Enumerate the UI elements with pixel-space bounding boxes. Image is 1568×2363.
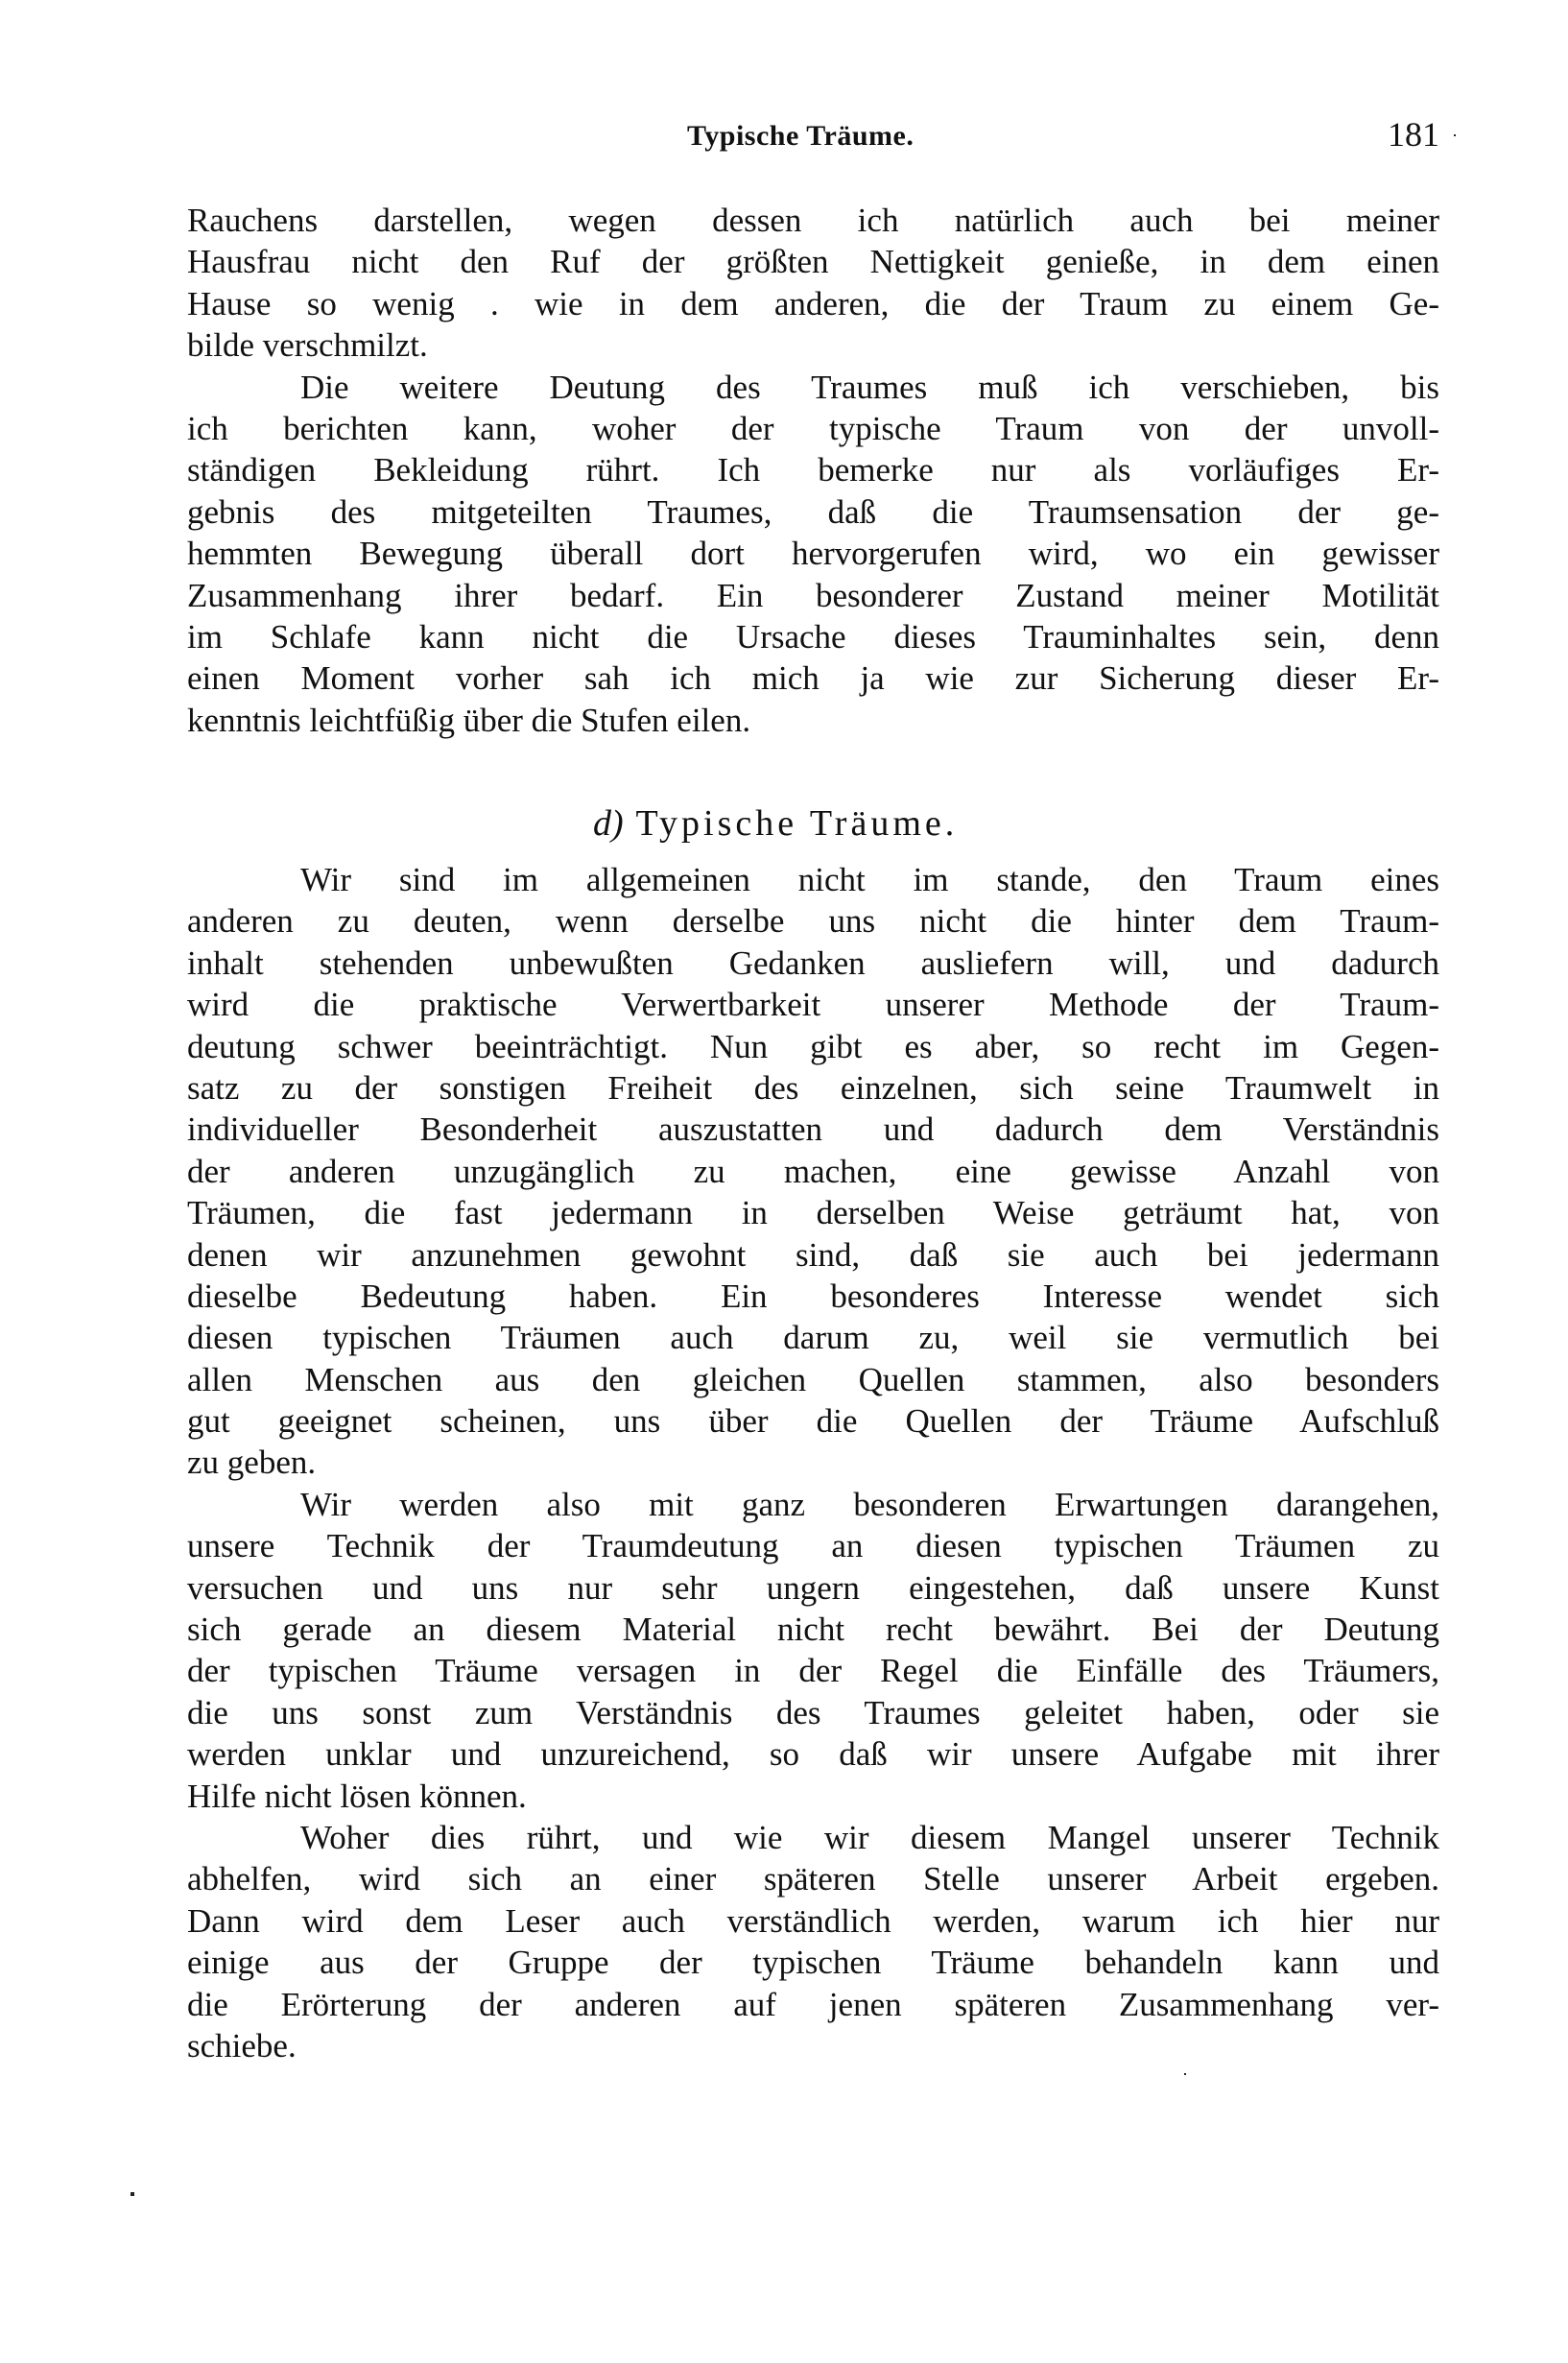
text-line: Dann wird dem Leser auch verständlich werden, warum ich hier nur — [187, 1901, 1439, 1940]
text-line: hemmten Bewegung überall dort hervorgerufen wird, wo ein gewisser — [187, 535, 1439, 573]
text-line: werden unklar und unzureichend, so daß wir unsere Aufgabe mit ihrer — [187, 1735, 1439, 1774]
text-line: unsere Technik der Traumdeutung an diesen typischen Träumen zu — [187, 1527, 1439, 1565]
text-line: Zusammenhang ihrer bedarf. Ein besonderer Zustand meiner Motilität — [187, 576, 1439, 614]
section-title: Typische Träume. — [635, 803, 959, 844]
text-line: wird die praktische Verwertbarkeit unserer Methode der Traum- — [187, 986, 1439, 1024]
text-line: dieselbe Bedeutung haben. Ein besonderes Interesse wendet sich — [187, 1277, 1439, 1315]
text-line: sich gerade an diesem Material nicht recht bewährt. Bei der Deutung — [187, 1611, 1439, 1649]
text-line: die Erörterung der anderen auf jenen späteren Zusammenhang ver- — [187, 1985, 1439, 2023]
text-line: abhelfen, wird sich an einer späteren Stelle unserer Arbeit ergeben. — [187, 1860, 1439, 1898]
text-line: einige aus der Gruppe der typischen Träume behandeln kann und — [187, 1944, 1439, 1982]
text-line: individueller Besonderheit auszustatten und dadurch dem Verständnis — [187, 1110, 1439, 1149]
text-line: der typischen Träume versagen in der Regel die Einfälle des Träumers, — [187, 1652, 1439, 1690]
text-line: deutung schwer beeinträchtigt. Nun gibt es aber, so recht im Gegen- — [187, 1027, 1439, 1065]
text-line: Hause so wenig . wie in dem anderen, die der Traum zu einem Ge- — [187, 284, 1439, 322]
paragraph — [187, 200, 1439, 367]
text-line: gut geeignet scheinen, uns über die Quellen der Träume Aufschluß — [187, 1402, 1439, 1441]
paragraph — [187, 859, 1439, 1484]
running-head-title: Typische Träume. — [687, 120, 915, 152]
scan-speck — [1454, 134, 1456, 136]
text-line: ich berichten kann, woher der typische Traum von der unvoll- — [187, 409, 1439, 447]
text-line: die uns sonst zum Verständnis des Traumes geleitet haben, oder sie — [187, 1693, 1439, 1731]
scan-speck — [1184, 2073, 1186, 2075]
text-line: Träumen, die fast jedermann in derselben Weise geträumt hat, von — [187, 1194, 1439, 1232]
scan-speck — [131, 2192, 134, 2196]
text-line: bilde verschmilzt. — [187, 326, 428, 365]
text-line: versuchen und uns nur sehr ungern eingestehen, daß unsere Kunst — [187, 1568, 1439, 1607]
page-number: 181 — [1388, 115, 1439, 154]
body-text-section — [187, 859, 1439, 2066]
text-line: inhalt stehenden unbewußten Gedanken ausliefern will, und dadurch — [187, 943, 1439, 982]
paragraph — [187, 1817, 1439, 2066]
text-line: Wir sind im allgemeinen nicht im stande, den Traum eines — [300, 861, 1439, 898]
text-line: Die weitere Deutung des Traumes muß ich verschieben, bis — [300, 368, 1439, 406]
text-line: Woher dies rührt, und wie wir diesem Mangel unserer Technik — [300, 1818, 1439, 1856]
text-line: anderen zu deuten, wenn derselbe uns nicht die hinter dem Traum- — [187, 902, 1439, 941]
text-line: Hausfrau nicht den Ruf der größten Nettigkeit genieße, in dem einen — [187, 243, 1439, 281]
section-label: d) — [593, 803, 624, 844]
text-line: satz zu der sonstigen Freiheit des einzelnen, sich seine Traumwelt in — [187, 1068, 1439, 1107]
text-line: gebnis des mitgeteilten Traumes, daß die Traumsensation der ge- — [187, 492, 1439, 531]
text-line: allen Menschen aus den gleichen Quellen stammen, also besonders — [187, 1360, 1439, 1398]
body-text-top — [187, 200, 1439, 741]
text-line: kenntnis leichtfüßig über die Stufen eilen. — [187, 701, 751, 739]
paragraph — [187, 1484, 1439, 1817]
text-line: schiebe. — [187, 2026, 297, 2065]
text-line: diesen typischen Träumen auch darum zu, weil sie vermutlich bei — [187, 1319, 1439, 1357]
paragraph — [187, 367, 1439, 742]
text-line: zu geben. — [187, 1444, 317, 1482]
text-line: im Schlafe kann nicht die Ursache dieses Trauminhaltes sein, denn — [187, 617, 1439, 656]
text-line: denen wir anzunehmen gewohnt sind, daß sie auch bei jedermann — [187, 1235, 1439, 1274]
section-heading — [593, 802, 1034, 845]
text-line: Hilfe nicht lösen können. — [187, 1777, 527, 1815]
text-line: ständigen Bekleidung rührt. Ich bemerke nur als vorläufiges Er- — [187, 451, 1439, 489]
text-line: Rauchens darstellen, wegen dessen ich natürlich auch bei meiner — [187, 202, 1439, 239]
text-line: einen Moment vorher sah ich mich ja wie zur Sicherung dieser Er- — [187, 659, 1439, 698]
text-line: Wir werden also mit ganz besonderen Erwartungen darangehen, — [300, 1485, 1439, 1523]
text-line: der anderen unzugänglich zu machen, eine gewisse Anzahl von — [187, 1152, 1439, 1190]
